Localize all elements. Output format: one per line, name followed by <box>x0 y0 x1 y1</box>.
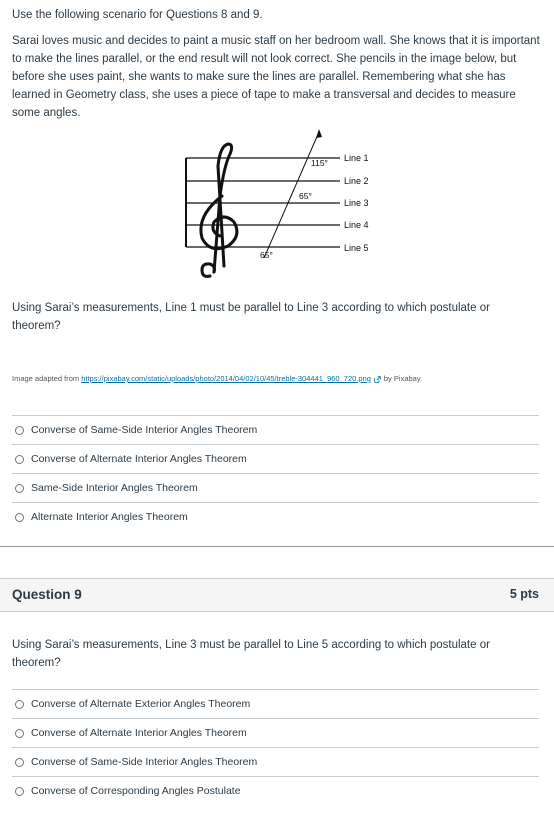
question-9-points: 5 pts <box>509 587 539 601</box>
music-staff-figure <box>180 126 380 282</box>
question-8-text: Using Sarai’s measurements, Line 1 must be parallel to Line 3 according to which postulate or theorem? <box>12 302 490 332</box>
line-label-4: Line 4 <box>344 220 369 230</box>
question-9-answers <box>12 689 539 805</box>
transversal-arrow-icon <box>316 129 322 138</box>
attribution-link[interactable]: https://pixabay.com/static/uploads/photo/2014/04/02/10/45/treble-304441_960_720.png <box>81 374 371 383</box>
treble-clef-icon <box>201 144 237 276</box>
attribution-prefix: Image adapted from <box>12 374 80 383</box>
answer-label: Converse of Alternate Interior Angles Theorem <box>31 453 247 465</box>
line-label-2: Line 2 <box>344 176 369 186</box>
q9-answer-option[interactable] <box>12 747 539 776</box>
external-link-icon <box>374 376 381 383</box>
q9-answer-option[interactable] <box>12 718 539 747</box>
question-9-header <box>0 578 554 612</box>
question-9-title: Question 9 <box>12 587 82 602</box>
question-divider <box>0 546 554 547</box>
image-attribution <box>12 374 422 383</box>
radio-button[interactable] <box>15 787 24 796</box>
angle-label-65-bottom: 65° <box>260 250 273 260</box>
radio-button[interactable] <box>15 513 24 522</box>
q9-answer-option[interactable] <box>12 776 539 805</box>
radio-button[interactable] <box>15 700 24 709</box>
line-label-5: Line 5 <box>344 243 369 253</box>
radio-button[interactable] <box>15 729 24 738</box>
staff-diagram <box>180 126 380 282</box>
q8-answer-option[interactable] <box>12 473 539 502</box>
line-label-1: Line 1 <box>344 153 369 163</box>
attribution-suffix: by Pixabay. <box>383 374 423 383</box>
q8-answer-option[interactable] <box>12 502 539 531</box>
answer-label: Converse of Alternate Interior Angles Theorem <box>31 727 247 739</box>
question-8-answers <box>12 415 539 531</box>
answer-label: Same-Side Interior Angles Theorem <box>31 482 198 494</box>
line-label-3: Line 3 <box>344 198 369 208</box>
answer-label: Converse of Alternate Exterior Angles Theorem <box>31 698 251 710</box>
radio-button[interactable] <box>15 426 24 435</box>
q8-answer-option[interactable] <box>12 444 539 473</box>
scenario-text: Sarai loves music and decides to paint a music staff on her bedroom wall. She knows that it is important to make the lines parallel, or the end result will not look correct. She pencils in the image below, but before she uses paint, she wants to make sure the lines are parallel. Remembering what she has learned in Geometry class, she uses a piece of tape to make a transversal and decides to measure some angles. <box>12 35 540 119</box>
scenario-intro: Use the following scenario for Questions 8 and 9. <box>12 9 263 21</box>
radio-button[interactable] <box>15 758 24 767</box>
question-9-text: Using Sarai’s measurements, Line 3 must be parallel to Line 5 according to which postulate or theorem? <box>12 639 490 669</box>
radio-button[interactable] <box>15 484 24 493</box>
angle-label-115: 115° <box>311 158 328 168</box>
answer-label: Converse of Corresponding Angles Postulate <box>31 785 241 797</box>
answer-label: Converse of Same-Side Interior Angles Theorem <box>31 756 258 768</box>
answer-label: Converse of Same-Side Interior Angles Theorem <box>31 424 258 436</box>
q9-answer-option[interactable] <box>12 689 539 718</box>
radio-button[interactable] <box>15 455 24 464</box>
q8-answer-option[interactable] <box>12 415 539 444</box>
angle-label-65-mid: 65° <box>299 191 312 201</box>
answer-label: Alternate Interior Angles Theorem <box>31 511 188 523</box>
